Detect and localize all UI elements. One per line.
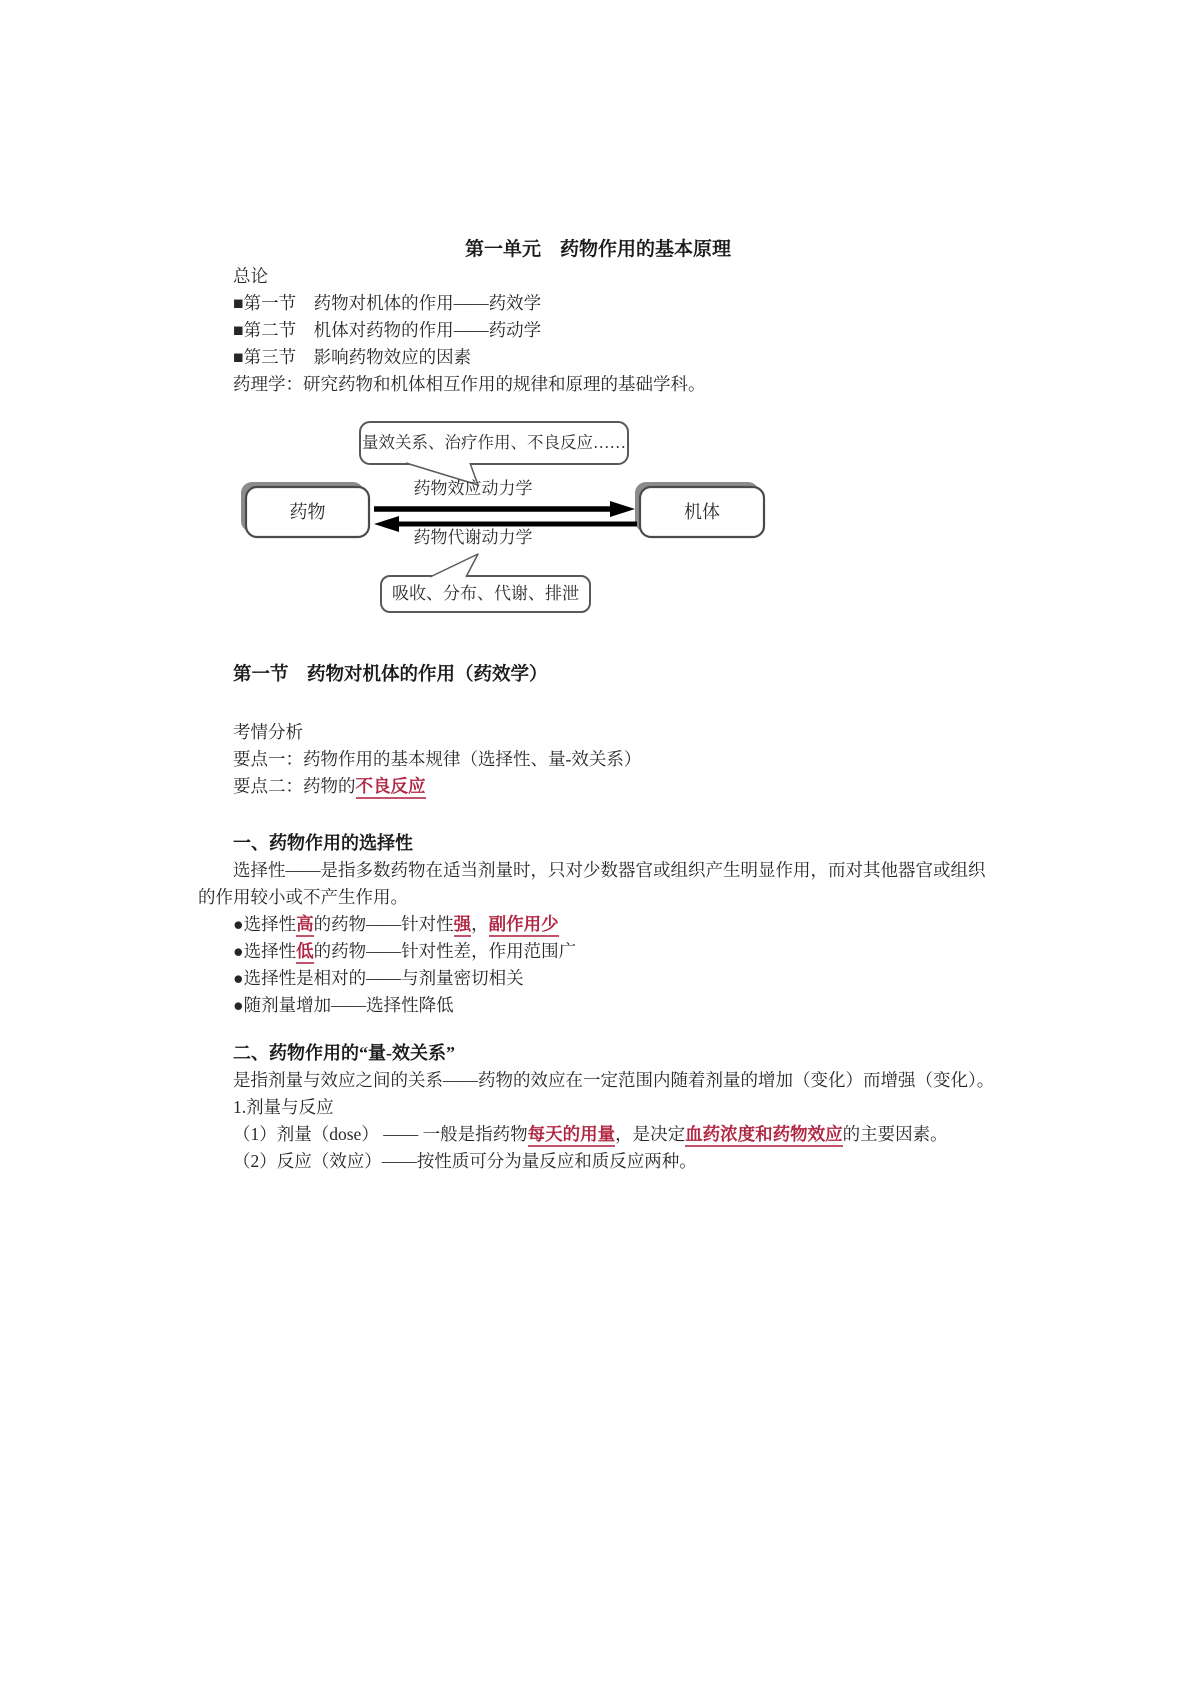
toc-item-1: ■第一节 药物对机体的作用——药效学 (233, 293, 542, 313)
key-point-2-highlight: 不良反应 (356, 776, 426, 799)
bullet-text: ●选择性 (233, 941, 297, 961)
selectivity-definition: 选择性——是指多数药物在适当剂量时，只对少数器官或组织产生明显作用，而对其他器官或组织的作用较小或不产生作用。 (198, 860, 986, 907)
page-title: 第一单元 药物作用的基本原理 (464, 239, 731, 260)
toc-item-3: ■第三节 影响药物效应的因素 (233, 347, 472, 367)
highlight-plasma-concentration-effect: 血药浓度和药物效应 (685, 1124, 843, 1147)
dose-response-subheading: 1.剂量与反应 (233, 1097, 334, 1117)
drug-box-label: 药物 (289, 502, 326, 522)
selectivity-bullet-high (198, 911, 998, 938)
toc-item-2: ■第二节 机体对药物的作用——药动学 (233, 320, 542, 340)
selectivity-bullet-low (198, 938, 998, 965)
bullet-text: 的药物——针对性差，作用范围广 (313, 941, 577, 961)
highlight-few-side-effects: 副作用少 (489, 914, 559, 937)
highlight-high: 高 (296, 914, 314, 937)
pharmacokinetics-label: 药物代谢动力学 (413, 528, 533, 547)
key-point-2 (198, 773, 998, 800)
item-text: 的主要因素。 (842, 1124, 948, 1144)
selectivity-bullet-relative: ●选择性是相对的——与剂量密切相关 (233, 968, 524, 988)
key-point-1: 要点一：药物作用的基本规律（选择性、量-效关系） (233, 749, 642, 769)
selectivity-bullet-dose-increase: ●随剂量增加——选择性降低 (233, 995, 454, 1015)
body-box-label: 机体 (684, 502, 720, 522)
highlight-low: 低 (296, 941, 314, 964)
intro-overview: 总论 (233, 266, 268, 286)
response-item: （2）反应（效应）——按性质可分为量反应和质反应两种。 (233, 1151, 697, 1171)
key-point-2-prefix: 要点二：药物的 (233, 776, 356, 796)
pharmacology-definition: 药理学：研究药物和机体相互作用的规律和原理的基础学科。 (233, 374, 706, 394)
item-text: （1）剂量（dose） —— 一般是指药物 (233, 1124, 528, 1144)
section1-heading: 第一节 药物对机体的作用（药效学） (233, 665, 548, 685)
dose-effect-callout: 量效关系、治疗作用、不良反应…… (362, 433, 626, 452)
drug-body-interaction-diagram (238, 418, 768, 616)
bullet-text: 的药物——针对性 (313, 914, 454, 934)
adme-callout: 吸收、分布、代谢、排泄 (392, 584, 579, 603)
document-content (198, 232, 998, 1175)
dose-item (198, 1121, 998, 1148)
highlight-daily-dose: 每天的用量 (528, 1124, 616, 1147)
dose-effect-heading: 二、药物作用的“量-效关系” (233, 1043, 455, 1063)
pharmacodynamics-label: 药物效应动力学 (413, 479, 533, 498)
bullet-text: ●选择性 (233, 914, 297, 934)
highlight-strong: 强 (454, 914, 472, 937)
exam-analysis-label: 考情分析 (233, 722, 303, 742)
selectivity-heading: 一、药物作用的选择性 (233, 833, 413, 853)
item-text: ，是决定 (615, 1124, 686, 1144)
bullet-text: ， (471, 914, 489, 934)
dose-effect-definition: 是指剂量与效应之间的关系——药物的效应在一定范围内随着剂量的增加（变化）而增强（变化）。 (233, 1070, 995, 1090)
